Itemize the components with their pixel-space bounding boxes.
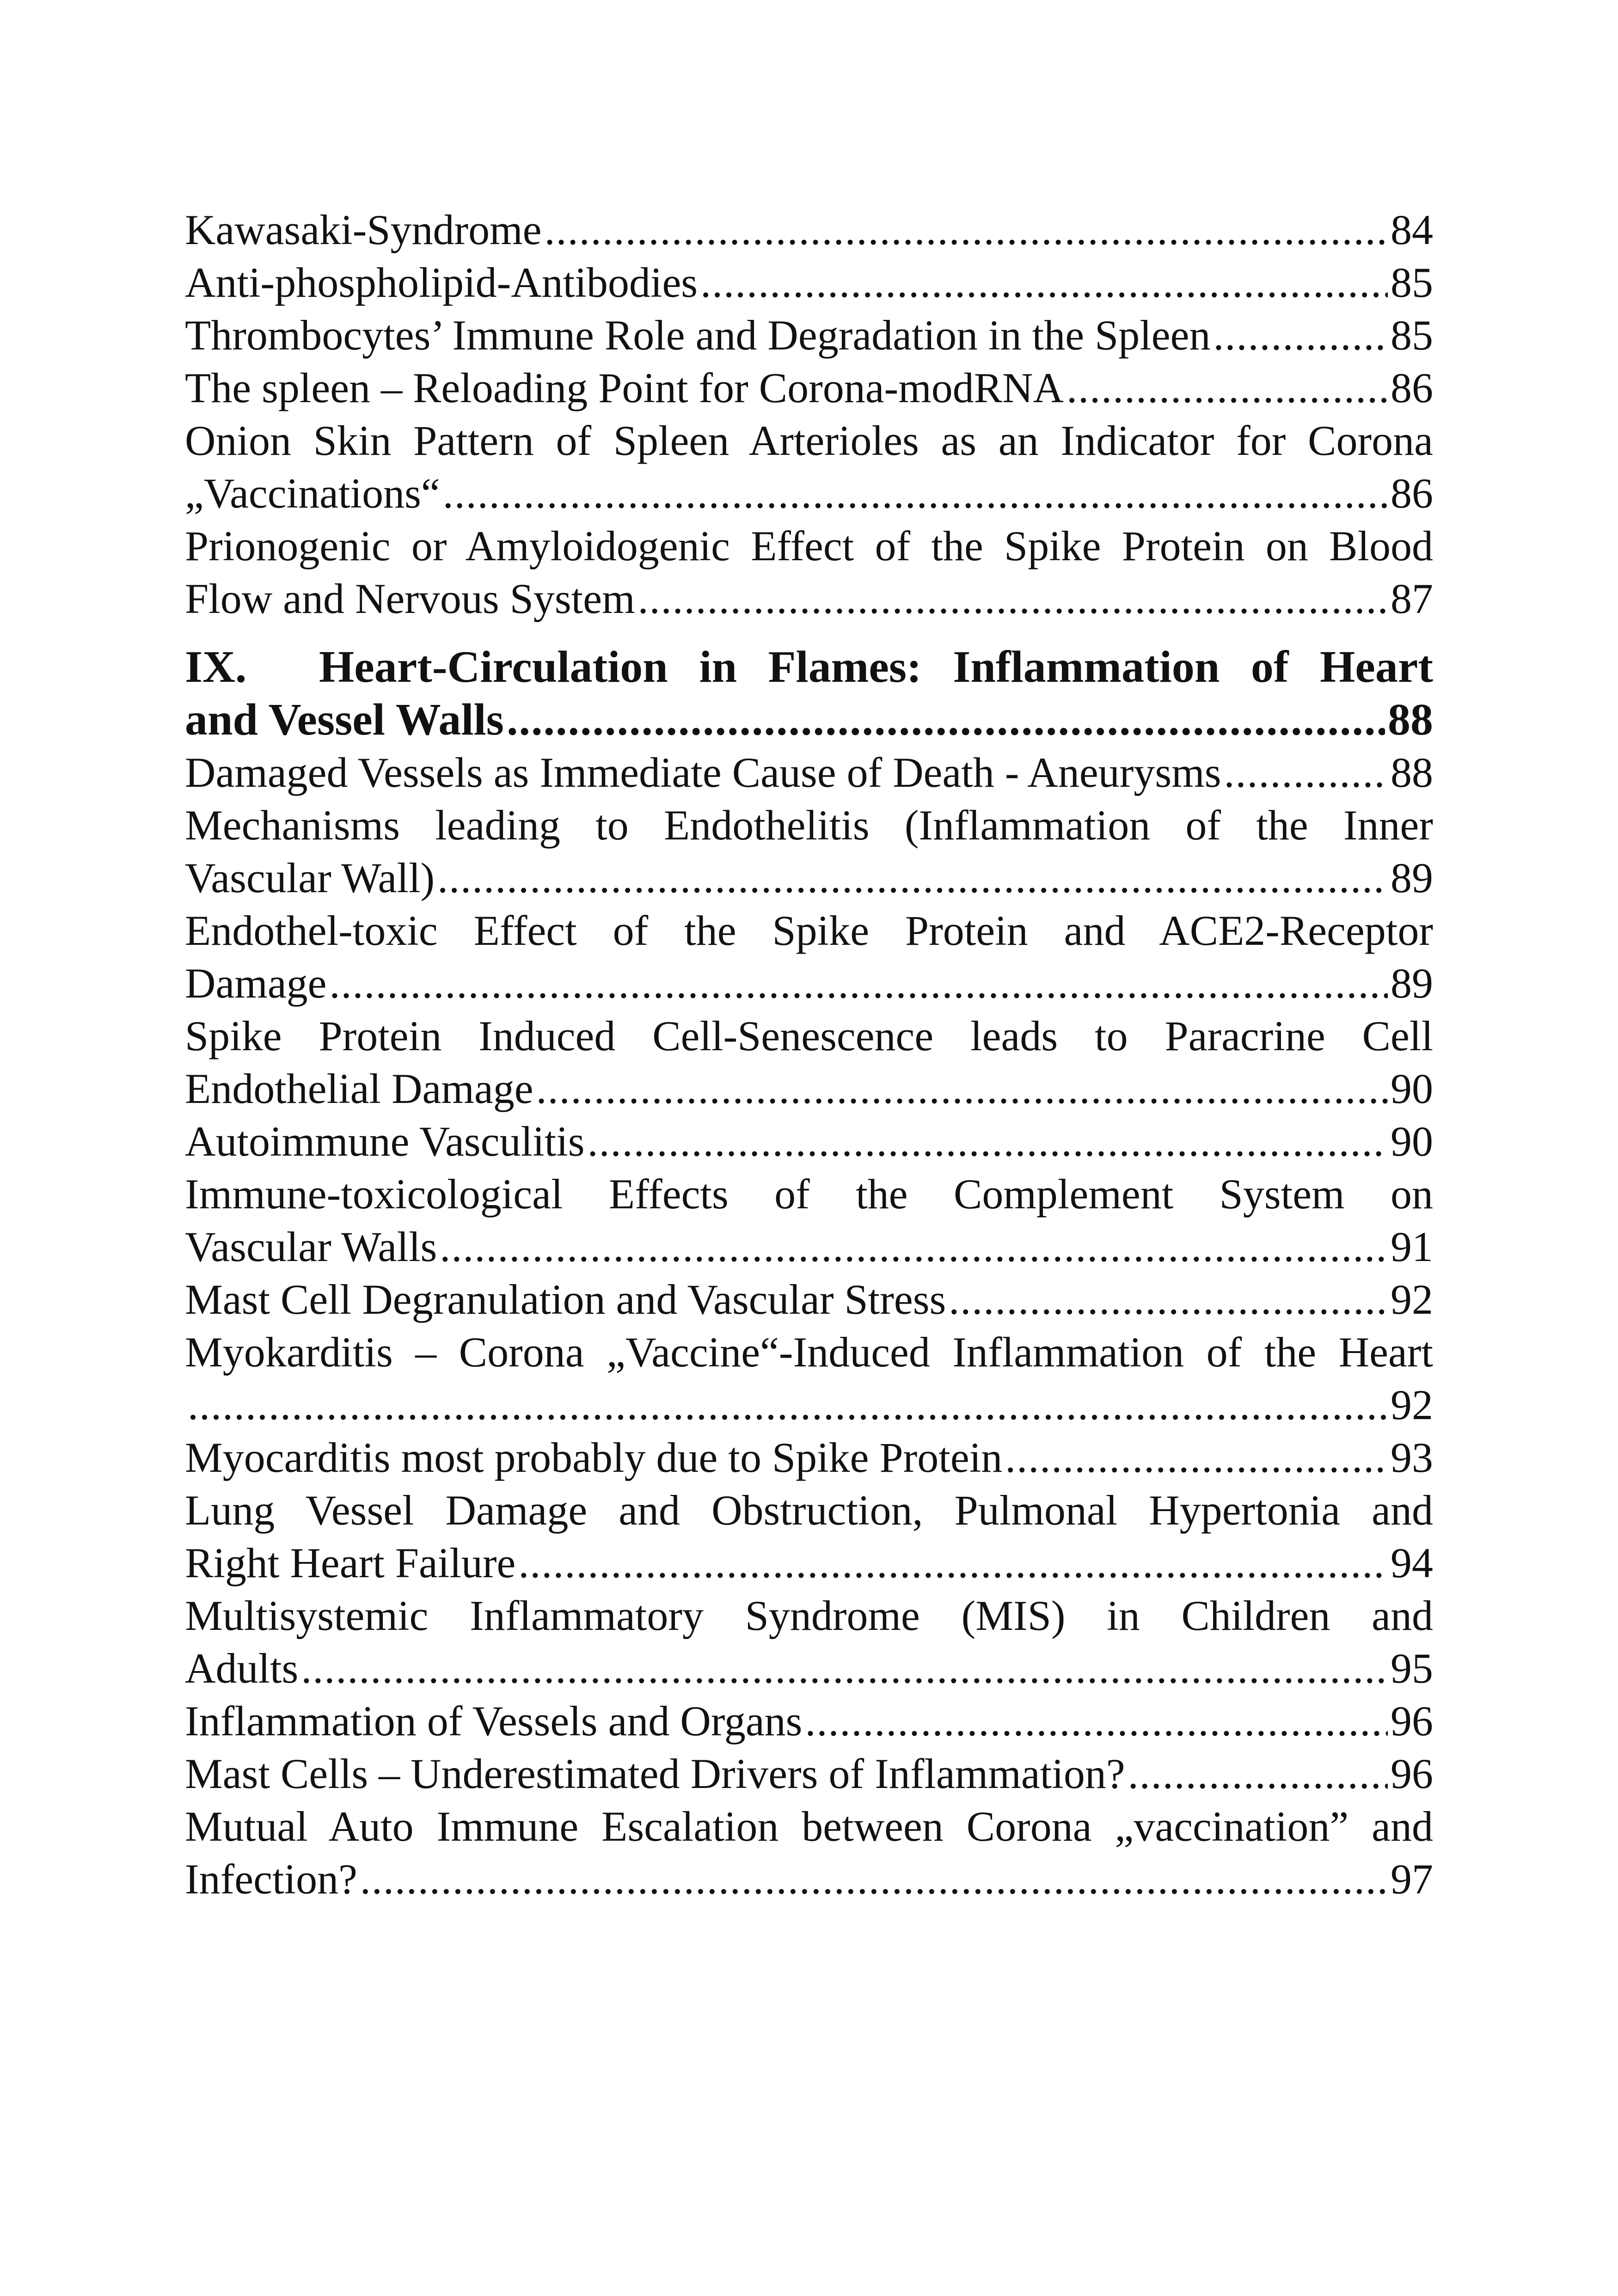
toc-entry[interactable] [185,203,1433,256]
toc-entry-title: Vascular Wall) [185,854,435,901]
toc-entry-last-line [185,572,1433,625]
dot-leader [536,1062,1388,1115]
toc-entry[interactable] [185,1800,1433,1905]
toc-entry[interactable] [185,1484,1433,1589]
toc-entry-last-line [185,1220,1433,1273]
toc-entry-last-line [185,1537,1433,1589]
toc-entry[interactable] [185,1431,1433,1484]
toc-entry[interactable] [185,361,1433,414]
toc-entry-page-number: 96 [1391,1750,1433,1797]
toc-section-before [185,203,1433,625]
toc-entry-page-number: 84 [1391,206,1433,253]
toc-entry-last-line [185,1273,1433,1326]
toc-entry-title: Kawasaki-Syndrome [185,206,542,253]
toc-entry-page-number: 85 [1391,312,1433,359]
toc-entry[interactable] [185,1589,1433,1695]
toc-entry[interactable] [185,904,1433,1010]
toc-entry[interactable] [185,1695,1433,1747]
toc-entry-title-line: Mutual Auto Immune Escalation between Corona „vaccination” and [185,1803,1433,1850]
toc-entry-last-line [185,1431,1433,1484]
toc-entry-title: „Vaccinations“ [185,470,440,517]
toc-entry-title-line: Multisystemic Inflammatory Syndrome (MIS) in Children and [185,1592,1433,1639]
chapter-heading[interactable] [185,641,1433,746]
toc-entry-title: Anti-phospholipid-Antibodies [185,259,698,306]
toc-section-after [185,746,1433,1905]
toc-entry-last-line [185,309,1433,361]
dot-leader [1128,1747,1388,1800]
dot-leader [360,1853,1388,1905]
toc-entry[interactable] [185,799,1433,904]
chapter-title-line [185,641,1433,693]
dot-leader [949,1273,1388,1326]
toc-entry[interactable] [185,1168,1433,1273]
dot-leader [437,851,1388,904]
dot-leader [1005,1431,1388,1484]
toc-entry-page-number: 86 [1391,470,1433,517]
toc-entry-last-line [185,1115,1433,1168]
toc-entry-page-number: 97 [1391,1855,1433,1903]
toc-entry-title-line: Prionogenic or Amyloidogenic Effect of the Spike Protein on Blood [185,522,1433,569]
table-of-contents [185,203,1433,1905]
toc-entry-last-line [185,1378,1433,1431]
toc-entry-page-number: 86 [1391,364,1433,411]
dot-leader [507,693,1385,746]
toc-entry-page-number: 94 [1391,1539,1433,1586]
toc-entry-page-number: 88 [1391,749,1433,796]
toc-entry-title: Damage [185,960,327,1007]
dot-leader [518,1537,1388,1589]
toc-entry[interactable] [185,256,1433,309]
dot-leader [1213,309,1388,361]
toc-entry-last-line [185,256,1433,309]
toc-entry-last-line [185,746,1433,799]
toc-entry-page-number: 96 [1391,1697,1433,1745]
toc-entry-title: Myocarditis most probably due to Spike Protein [185,1434,1003,1481]
toc-entry-title-line: Myokarditis – Corona „Vaccine“-Induced Inflammation of the Heart [185,1329,1433,1376]
dot-leader [1066,361,1388,414]
dot-leader [588,1115,1388,1168]
toc-entry-title: Adults [185,1645,299,1692]
toc-entry-page-number: 95 [1391,1645,1433,1692]
toc-entry-title: Endothelial Damage [185,1065,533,1112]
toc-entry-page-number: 91 [1391,1223,1433,1270]
toc-entry-title: Damaged Vessels as Immediate Cause of Death - Aneurysms [185,749,1221,796]
toc-entry-page-number: 87 [1391,575,1433,622]
toc-entry-last-line [185,1853,1433,1905]
toc-entry[interactable] [185,520,1433,625]
toc-entry-last-line [185,1642,1433,1695]
dot-leader [1224,746,1388,799]
toc-entry-title: Inflammation of Vessels and Organs [185,1697,803,1745]
dot-leader [638,572,1388,625]
toc-entry[interactable] [185,1010,1433,1115]
toc-entry-title: Vascular Walls [185,1223,437,1270]
toc-entry-title-line: Spike Protein Induced Cell-Senescence leads to Paracrine Cell [185,1012,1433,1059]
toc-entry-last-line [185,467,1433,520]
toc-entry-page-number: 93 [1391,1434,1433,1481]
chapter-title-last-line [185,693,1433,746]
toc-entry-last-line [185,361,1433,414]
toc-entry-title: Right Heart Failure [185,1539,516,1586]
chapter-title-first: Heart-Circulation in Flames: Inflammation of Heart [319,642,1433,692]
toc-entry-last-line [185,203,1433,256]
toc-entry-page-number: 89 [1391,854,1433,901]
toc-entry-title: The spleen – Reloading Point for Corona-modRNA [185,364,1064,411]
chapter-number: IX. [185,642,247,692]
dot-leader [440,1220,1388,1273]
toc-entry-last-line [185,1747,1433,1800]
toc-entry[interactable] [185,1115,1433,1168]
toc-entry-title: Infection? [185,1855,357,1903]
dot-leader [301,1642,1388,1695]
toc-entry-page-number: 92 [1391,1381,1433,1428]
dot-leader [700,256,1388,309]
chapter-title-rest: and Vessel Walls [185,695,504,745]
toc-entry-page-number: 89 [1391,960,1433,1007]
toc-entry-last-line [185,1695,1433,1747]
toc-entry-last-line [185,957,1433,1010]
toc-entry-title: Mast Cell Degranulation and Vascular Stress [185,1276,946,1323]
toc-entry-page-number: 90 [1391,1065,1433,1112]
toc-entry[interactable] [185,1273,1433,1326]
dot-leader [443,467,1388,520]
toc-entry-page-number: 90 [1391,1118,1433,1165]
toc-entry-title-line: Onion Skin Pattern of Spleen Arterioles as an Indicator for Corona [185,417,1433,464]
dot-leader [805,1695,1388,1747]
toc-entry-title: Mast Cells – Underestimated Drivers of Inflammation? [185,1750,1125,1797]
toc-entry[interactable] [185,746,1433,799]
toc-entry[interactable] [185,309,1433,361]
toc-entry-page-number: 92 [1391,1276,1433,1323]
toc-entry[interactable] [185,414,1433,520]
toc-entry-page-number: 85 [1391,259,1433,306]
toc-entry-title-line: Mechanisms leading to Endothelitis (Inflammation of the Inner [185,802,1433,849]
toc-entry[interactable] [185,1326,1433,1431]
toc-entry-title-line: Endothel-toxic Effect of the Spike Protein and ACE2-Receptor [185,907,1433,954]
toc-entry-title: Autoimmune Vasculitis [185,1118,585,1165]
toc-entry-title: Thrombocytes’ Immune Role and Degradation in the Spleen [185,312,1211,359]
toc-entry-last-line [185,1062,1433,1115]
chapter-page-number: 88 [1388,695,1433,745]
toc-entry[interactable] [185,1747,1433,1800]
toc-entry-title-line: Immune-toxicological Effects of the Complement System on [185,1170,1433,1218]
dot-leader [188,1378,1388,1431]
toc-entry-last-line [185,851,1433,904]
toc-entry-title-line: Lung Vessel Damage and Obstruction, Pulmonal Hypertonia and [185,1487,1433,1534]
dot-leader [545,203,1388,256]
dot-leader [330,957,1388,1010]
toc-entry-title: Flow and Nervous System [185,575,635,622]
